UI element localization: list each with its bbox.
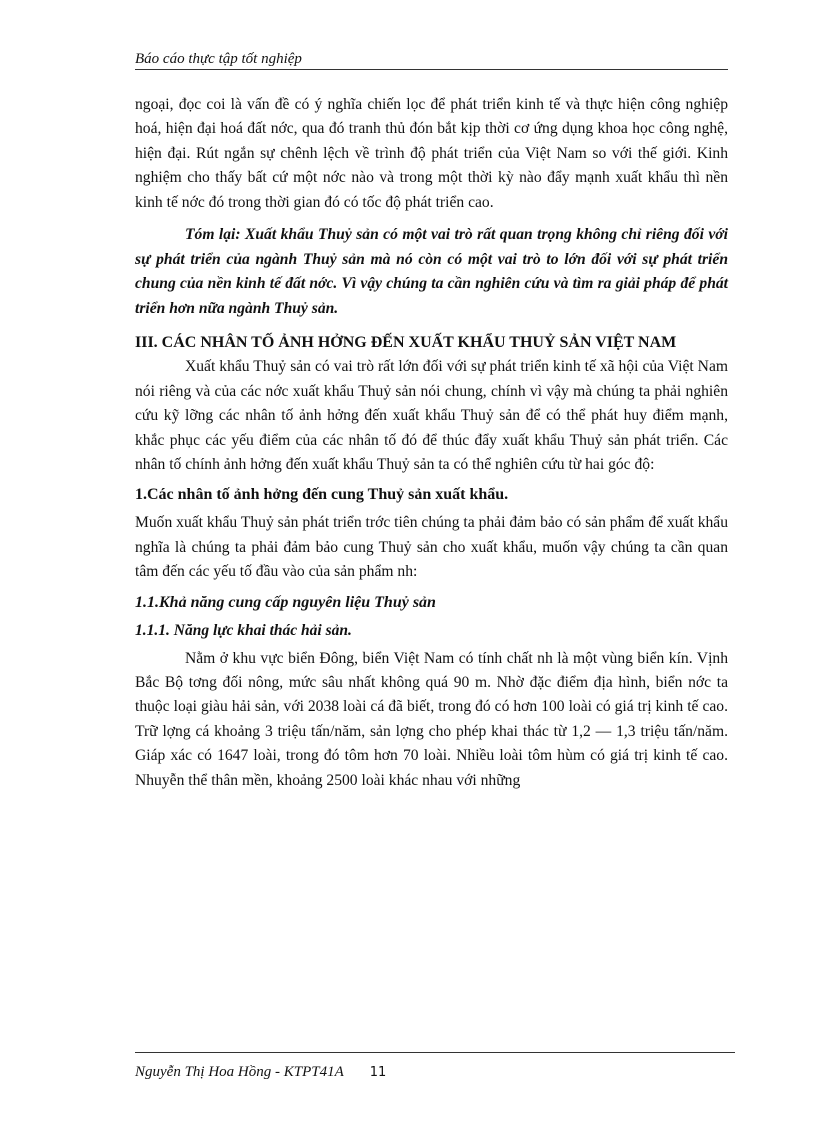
heading-1: 1.Các nhân tố ảnh hởng đến cung Thuỷ sản xuất khẩu. [135, 486, 509, 504]
page-footer [135, 1052, 735, 1082]
paragraph-capacity: Nằm ở khu vực biển Đông, biển Việt Nam có tính chất nh là một vùng biển kín. Vịnh Bắc Bộ tơng đối nông, mức sâu nhất không quá 90 m. Nhờ đặc điểm địa hình, biển nớc ta thuộc loại giàu hải sản, với 2038 loài cá đã biết, trong đó có hơn 100 loài có giá trị kinh tế cao. Trữ lợng cá khoảng 3 triệu tấn/năm, sản lợng cho phép khai thác từ 1,2 — 1,3 triệu tấn/năm. Giáp xác có 1647 loài, trong đó tôm hơn 70 loài. Nhiều loài tôm hùm có giá trị kinh tế cao. Nhuyễn thể thân mền, khoảng 2500 loài khác nhau với những [135, 649, 728, 789]
heading-1-1-1: 1.1.1. Năng lực khai thác hải sản. [135, 621, 352, 639]
page-body [135, 93, 728, 793]
page-number: 11 [369, 1065, 387, 1080]
paragraph-intro: ngoại, đọc coi là vấn đề có ý nghĩa chiến lọc để phát triển kinh tế và thực hiện công nghiệp hoá, hiện đại hoá đất nớc, qua đó tranh thủ đón bắt kịp thời cơ ứng dụng khoa học công nghệ, hiện đại. Rút ngắn sự chênh lệch về trình độ phát triển của Việt Nam so với thế giới. Kinh nghiệm cho thấy bất cứ một nớc nào và trong một thời kỳ nào đẩy mạnh xuất khẩu thì nền kinh tế nớc đó trong thời gian đó có tốc độ phát triển cao. [135, 96, 728, 211]
summary-paragraph: Tóm lại: Xuất khẩu Thuỷ sản có một vai trò rất quan trọng không chỉ riêng đối với sự phát triển của ngành Thuỷ sản mà nó còn có một vai trò to lớn đối với sự phát triển chung của nền kinh tế đất nớc. Vì vậy chúng ta cần nghiên cứu và tìm ra giải pháp để phát triển hơn nữa ngành Thuỷ sản. [135, 226, 728, 317]
header-title: Báo cáo thực tập tốt nghiệp [135, 51, 302, 67]
paragraph-supply: Muốn xuất khẩu Thuỷ sản phát triển trớc tiên chúng ta phải đảm bảo có sản phẩm để xuất khẩu nghĩa là chúng ta phải đảm bảo cung Thuỷ sản cho xuất khẩu, muốn vậy chúng ta cần quan tâm đến các yếu tố đầu vào của sản phẩm nh: [135, 514, 729, 581]
page-header [135, 50, 728, 70]
footer-author: Nguyễn Thị Hoa Hồng - KTPT41A [135, 1064, 344, 1080]
heading-1-1: 1.1.Khả năng cung cấp nguyên liệu Thuỷ sản [135, 593, 436, 611]
paragraph-factors: Xuất khẩu Thuỷ sản có vai trò rất lớn đối với sự phát triển kinh tế xã hội của Việt Nam nói riêng và của các nớc xuất khẩu Thuỷ sản nói chung, chính vì vậy mà chúng ta phải nghiên cứu kỹ lỡng các nhân tố ảnh hởng đến xuất khẩu Thuỷ sản để có thể phát huy điểm mạnh, khắc phục các yếu điểm của các nhân tố đó để thúc đẩy xuất khẩu Thuỷ sản phát triển. Các nhân tố chính ảnh hởng đến xuất khẩu Thuỷ sản ta có thể nghiên cứu từ hai góc độ: [135, 358, 728, 474]
section-heading: III. CÁC NHÂN TỐ ẢNH HỞNG ĐẾN XUẤT KHẨU THUỶ SẢN VIỆT NAM [135, 334, 677, 352]
